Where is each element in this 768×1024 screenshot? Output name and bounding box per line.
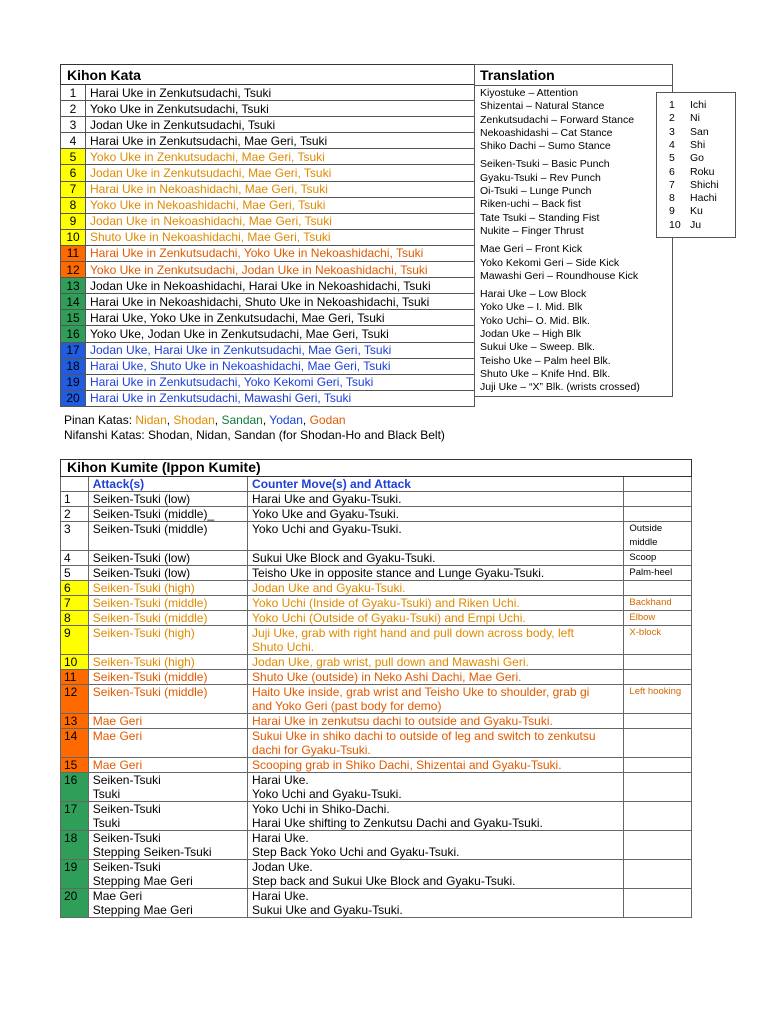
number-japanese: Ku (690, 205, 703, 218)
kata-row-number: 2 (61, 101, 86, 117)
number-digit: 8 (669, 192, 675, 205)
kata-row-number: 14 (61, 294, 86, 310)
kata-row-text: Yoko Uke in Nekoashidachi, Mae Geri, Tsuki (86, 197, 475, 213)
kumite-note-cell: Left hooking (624, 685, 692, 714)
kumite-counter-cell (248, 492, 624, 507)
kumite-row (61, 802, 692, 831)
kumite-note-cell (624, 773, 692, 802)
kumite-attack-cell (88, 596, 247, 611)
kumite-counter-line: Shuto Uke (outside) in Neko Ashi Dachi, Mae Geri. (252, 670, 522, 684)
kumite-counter-line: Step back and Sukui Uke Block and Gyaku-Tsuki. (252, 874, 516, 888)
kumite-title: Kihon Kumite (Ippon Kumite) (61, 460, 692, 477)
kata-row-text: Harai Uke in Nekoashidachi, Shuto Uke in Nekoashidachi, Tsuki (86, 294, 475, 310)
translation-group (480, 288, 670, 394)
kumite-counter-cell (248, 581, 624, 596)
kumite-counter-line: Scooping grab in Shiko Dachi, Shizentai and Gyaku-Tsuki. (252, 758, 562, 772)
number-digit: 5 (669, 152, 675, 165)
kumite-counter-line: Sukui Uke and Gyaku-Tsuki. (252, 903, 403, 917)
kumite-row-number: 18 (61, 831, 89, 860)
number-digit: 4 (669, 138, 675, 151)
kata-row (61, 229, 475, 245)
kumite-counter-cell (248, 802, 624, 831)
kumite-col-num (61, 477, 89, 492)
kumite-row (61, 860, 692, 889)
kumite-attack-line: Seiken-Tsuki (middle) (92, 596, 208, 610)
kumite-counter-line: Harai Uke in zenkutsu dachi to outside and Gyaku-Tsuki. (252, 714, 553, 728)
kumite-col-attack: Attack(s) (88, 477, 247, 492)
pinan-kata-name: Yodan (269, 413, 303, 427)
kumite-counter-cell (248, 758, 624, 773)
kumite-counter-line: Sukui Uke in shiko dachi to outside of leg and switch to zenkutsu (252, 729, 596, 743)
kata-row-text: Jodan Uke in Nekoashidachi, Harai Uke in Nekoashidachi, Tsuki (86, 278, 475, 294)
kata-row-text: Yoko Uke in Zenkutsudachi, Tsuki (86, 101, 475, 117)
kumite-row (61, 773, 692, 802)
kumite-counter-line: Yoko Uchi and Gyaku-Tsuki. (252, 787, 402, 801)
kumite-row-number: 15 (61, 758, 89, 773)
kata-row-text: Harai Uke, Shuto Uke in Nekoashidachi, Mae Geri, Tsuki (86, 358, 475, 374)
kata-row-text: Yoko Uke in Zenkutsudachi, Jodan Uke in Nekoashidachi, Tsuki (86, 262, 475, 278)
translation-list (480, 87, 670, 400)
translation-line: Kiyostuke – Attention (480, 87, 579, 99)
kumite-row (61, 507, 692, 522)
kumite-attack-line: Seiken-Tsuki (low) (92, 566, 191, 580)
kata-row-text: Harai Uke in Zenkutsudachi, Mawashi Geri, Tsuki (86, 390, 475, 406)
pinan-kata-name: , (302, 413, 310, 427)
pinan-kata-name: Nidan (135, 413, 167, 427)
translation-title: Translation (475, 65, 672, 86)
pinan-kata-name: Godan (309, 413, 346, 427)
pinan-kata-name: , (262, 413, 270, 427)
kumite-note-cell: Scoop (624, 551, 692, 566)
translation-line: Yoko Kekomi Geri – Side Kick (480, 256, 620, 269)
kumite-row-number: 1 (61, 492, 89, 507)
kumite-counter-line: dachi for Gyaku-Tsuki. (252, 743, 371, 757)
kumite-attack-cell (88, 492, 247, 507)
number-japanese: Hachi (690, 192, 717, 205)
kumite-row (61, 522, 692, 551)
kumite-attack-cell (88, 611, 247, 626)
number-japanese: Roku (690, 165, 715, 178)
translation-group (480, 87, 670, 153)
kumite-counter-line: Harai Uke. (252, 889, 309, 903)
kata-row-number: 4 (61, 133, 86, 149)
japanese-numbers-box (656, 92, 736, 238)
kumite-attack-line: Seiken-Tsuki (low) (92, 551, 191, 565)
kumite-attack-line: Seiken-Tsuki (92, 802, 161, 816)
kumite-row (61, 581, 692, 596)
translation-line: Teisho Uke – Palm heel Blk. (480, 354, 611, 367)
number-japanese: Ichi (690, 99, 707, 111)
kata-row (61, 326, 475, 342)
kihon-kata-table (60, 64, 475, 407)
kumite-row-number: 2 (61, 507, 89, 522)
kumite-counter-line: Yoko Uke and Gyaku-Tsuki. (252, 507, 399, 521)
number-row (657, 152, 735, 165)
kumite-attack-cell (88, 729, 247, 758)
kata-row (61, 149, 475, 165)
kumite-note-cell (624, 889, 692, 918)
translation-line: Seiken-Tsuki – Basic Punch (480, 158, 610, 171)
kumite-attack-line: Stepping Mae Geri (92, 874, 193, 888)
kihon-kumite-table (60, 459, 692, 918)
kumite-row-number: 12 (61, 685, 89, 714)
kumite-attack-cell (88, 685, 247, 714)
number-row (657, 99, 735, 112)
kumite-counter-line: Jodan Uke, grab wrist, pull down and Mawashi Geri. (252, 655, 529, 669)
translation-line: Jodan Uke – High Blk (480, 328, 581, 341)
kumite-note-cell: Outside middle (624, 522, 692, 551)
kumite-attack-cell (88, 507, 247, 522)
kumite-row-number: 14 (61, 729, 89, 758)
kumite-note-cell (624, 860, 692, 889)
kata-row (61, 133, 475, 149)
kumite-row (61, 758, 692, 773)
kumite-row (61, 611, 692, 626)
kumite-attack-line: Seiken-Tsuki (high) (92, 626, 195, 640)
number-digit: 9 (669, 205, 675, 218)
number-row (657, 139, 735, 152)
kata-row-text: Jodan Uke, Harai Uke in Zenkutsudachi, Mae Geri, Tsuki (86, 342, 475, 358)
kumite-col-note (624, 477, 692, 492)
number-row (657, 219, 735, 232)
kumite-counter-cell (248, 685, 624, 714)
pinan-kata-name: Sandan (221, 413, 263, 427)
kumite-attack-line: Mae Geri (92, 889, 143, 903)
kumite-row (61, 889, 692, 918)
kata-row (61, 294, 475, 310)
kumite-counter-cell (248, 714, 624, 729)
kumite-attack-cell (88, 522, 247, 551)
kata-row-number: 17 (61, 342, 86, 358)
kata-row-text: Harai Uke, Yoko Uke in Zenkutsudachi, Mae Geri, Tsuki (86, 310, 475, 326)
kata-row-number: 13 (61, 278, 86, 294)
number-japanese: Ni (690, 112, 700, 125)
kumite-attack-line: Seiken-Tsuki (middle) (92, 522, 208, 536)
kumite-note-cell (624, 802, 692, 831)
kumite-attack-cell (88, 802, 247, 831)
number-japanese: Shichi (690, 178, 719, 191)
kumite-row (61, 685, 692, 714)
kata-row (61, 342, 475, 358)
kata-row-number: 7 (61, 181, 86, 197)
translation-line: Harai Uke – Low Block (480, 288, 587, 301)
kata-row-number: 8 (61, 197, 86, 213)
kata-row-text: Jodan Uke in Zenkutsudachi, Mae Geri, Tsuki (86, 165, 475, 181)
translation-line: Nukite – Finger Thrust (480, 224, 584, 237)
kumite-attack-line: Tsuki (92, 787, 121, 801)
kumite-note-cell: Elbow (624, 611, 692, 626)
kumite-counter-line: Haito Uke inside, grab wrist and Teisho Uke to shoulder, grab gi (252, 685, 590, 699)
kumite-row-number: 19 (61, 860, 89, 889)
kumite-row (61, 551, 692, 566)
kata-row-number: 15 (61, 310, 86, 326)
kumite-attack-line: Seiken-Tsuki (middle) (92, 685, 208, 699)
kumite-attack-line: Seiken-Tsuki (middle)_ (92, 507, 215, 521)
translation-group (480, 158, 670, 238)
number-row (657, 126, 735, 139)
kumite-counter-cell (248, 566, 624, 581)
kumite-attack-cell (88, 581, 247, 596)
kumite-counter-line: Step Back Yoko Uchi and Gyaku-Tsuki. (252, 845, 460, 859)
kata-row-text: Harai Uke in Zenkutsudachi, Yoko Uke in Nekoashidachi, Tsuki (86, 245, 475, 261)
kata-row (61, 374, 475, 390)
kumite-row (61, 596, 692, 611)
kata-row-text: Jodan Uke in Nekoashidachi, Mae Geri, Tsuki (86, 213, 475, 229)
kumite-row-number: 16 (61, 773, 89, 802)
kumite-note-cell (624, 831, 692, 860)
kumite-row-number: 8 (61, 611, 89, 626)
kumite-attack-cell (88, 889, 247, 918)
number-japanese: Go (690, 152, 705, 165)
kata-row-text: Harai Uke in Zenkutsudachi, Yoko Kekomi Geri, Tsuki (86, 374, 475, 390)
kumite-attack-line: Seiken-Tsuki (low) (92, 492, 191, 506)
kumite-counter-cell (248, 889, 624, 918)
kumite-attack-line: Mae Geri (92, 714, 143, 728)
number-digit: 7 (669, 178, 675, 191)
kata-row-text: Harai Uke in Zenkutsudachi, Tsuki (86, 85, 475, 101)
kumite-counter-line: Jodan Uke. (252, 860, 313, 874)
kumite-row (61, 566, 692, 581)
translation-line: Riken-uchi – Back fist (480, 198, 581, 211)
kumite-note-cell (624, 507, 692, 522)
kumite-attack-cell (88, 714, 247, 729)
kata-row-text: Yoko Uke, Jodan Uke in Zenkutsudachi, Mae Geri, Tsuki (86, 326, 475, 342)
kumite-counter-line: Harai Uke and Gyaku-Tsuki. (252, 492, 402, 506)
kumite-counter-cell (248, 626, 624, 655)
kumite-counter-cell (248, 831, 624, 860)
kumite-header-row (61, 460, 692, 477)
kata-row-number: 5 (61, 149, 86, 165)
kumite-counter-cell (248, 522, 624, 551)
kumite-counter-line: Harai Uke. (252, 831, 309, 845)
pinan-katas-line (64, 413, 346, 427)
kumite-attack-line: Mae Geri (92, 729, 143, 743)
kumite-counter-line: Juji Uke, grab with right hand and pull down across body, left (252, 626, 574, 640)
kumite-counter-cell (248, 611, 624, 626)
kumite-row-number: 20 (61, 889, 89, 918)
kata-row-number: 18 (61, 358, 86, 374)
kumite-counter-cell (248, 551, 624, 566)
kumite-row-number: 10 (61, 655, 89, 670)
kumite-counter-cell (248, 860, 624, 889)
kumite-note-cell (624, 670, 692, 685)
translation-line: Tate Tsuki – Standing Fist (480, 211, 600, 224)
kata-row (61, 181, 475, 197)
translation-line: Mawashi Geri – Roundhouse Kick (480, 269, 639, 282)
translation-box (474, 64, 673, 397)
kumite-counter-line: Yoko Uchi (Inside of Gyaku-Tsuki) and Riken Uchi. (252, 596, 520, 610)
kumite-counter-line: and Yoko Geri (past body for demo) (252, 699, 442, 713)
nifanshi-katas-line: Nifanshi Katas: Shodan, Nidan, Sandan (for Shodan-Ho and Black Belt) (64, 428, 445, 442)
kata-row-text: Harai Uke in Zenkutsudachi, Mae Geri, Tsuki (86, 133, 475, 149)
number-digit: 1 (669, 99, 675, 111)
kumite-row-number: 6 (61, 581, 89, 596)
translation-line: Yoko Uchi– O. Mid. Blk. (480, 314, 590, 327)
kata-header-row (61, 65, 475, 85)
kumite-col-counter: Counter Move(s) and Attack (248, 477, 624, 492)
kata-row (61, 101, 475, 117)
kumite-attack-cell (88, 758, 247, 773)
kumite-counter-line: Harai Uke shifting to Zenkutsu Dachi and Gyaku-Tsuki. (252, 816, 543, 830)
number-digit: 6 (669, 165, 675, 178)
number-row (657, 179, 735, 192)
kumite-attack-line: Seiken-Tsuki (92, 773, 161, 787)
kumite-counter-cell (248, 729, 624, 758)
number-japanese: San (690, 125, 709, 138)
kata-row-text: Yoko Uke in Zenkutsudachi, Mae Geri, Tsuki (86, 149, 475, 165)
kumite-row-number: 9 (61, 626, 89, 655)
number-japanese: Ju (690, 218, 702, 231)
kata-row-number: 1 (61, 85, 86, 101)
kumite-attack-cell (88, 831, 247, 860)
kata-row (61, 278, 475, 294)
kumite-attack-cell (88, 626, 247, 655)
kumite-row (61, 670, 692, 685)
kata-row (61, 197, 475, 213)
kata-row-number: 3 (61, 117, 86, 133)
kumite-attack-cell (88, 670, 247, 685)
kumite-counter-line: Yoko Uchi (Outside of Gyaku-Tsuki) and Empi Uchi. (252, 611, 526, 625)
translation-line: Sukui Uke – Sweep. Blk. (480, 341, 595, 354)
kumite-attack-cell (88, 860, 247, 889)
kumite-row (61, 492, 692, 507)
kumite-attack-line: Stepping Mae Geri (92, 903, 193, 917)
kumite-counter-cell (248, 596, 624, 611)
kumite-attack-line: Stepping Seiken-Tsuki (92, 845, 212, 859)
kumite-note-cell (624, 655, 692, 670)
kumite-note-cell (624, 492, 692, 507)
kumite-column-header-row (61, 477, 692, 492)
kata-row-number: 16 (61, 326, 86, 342)
kumite-note-cell (624, 758, 692, 773)
kumite-row (61, 626, 692, 655)
kumite-counter-cell (248, 655, 624, 670)
kata-row-number: 12 (61, 262, 86, 278)
kumite-attack-line: Tsuki (92, 816, 121, 830)
number-row (657, 166, 735, 179)
kata-row (61, 85, 475, 101)
kumite-row-number: 5 (61, 566, 89, 581)
kata-row (61, 165, 475, 181)
kata-row (61, 213, 475, 229)
kumite-attack-line: Seiken-Tsuki (92, 831, 161, 845)
pinan-kata-name: , (166, 413, 174, 427)
kumite-counter-cell (248, 507, 624, 522)
kata-row (61, 390, 475, 406)
kumite-note-cell: Palm-heel (624, 566, 692, 581)
kumite-counter-line: Jodan Uke and Gyaku-Tsuki. (252, 581, 406, 595)
pinan-label: Pinan Katas: (64, 413, 136, 427)
kumite-counter-line: Sukui Uke Block and Gyaku-Tsuki. (252, 551, 436, 565)
number-digit: 3 (669, 125, 675, 138)
kumite-row (61, 655, 692, 670)
kumite-attack-line: Seiken-Tsuki (middle) (92, 670, 208, 684)
kumite-counter-line: Shuto Uchi. (252, 640, 315, 654)
kumite-row (61, 831, 692, 860)
translation-line: Zenkutsudachi – Forward Stance (480, 113, 635, 126)
kumite-attack-line: Mae Geri (92, 758, 143, 772)
translation-line: Juji Uke – “X” Blk. (wrists crossed) (480, 381, 640, 394)
translation-line: Gyaku-Tsuki – Rev Punch (480, 171, 601, 184)
kata-row (61, 310, 475, 326)
translation-line: Oi-Tsuki – Lunge Punch (480, 185, 592, 198)
kumite-attack-line: Seiken-Tsuki (middle) (92, 611, 208, 625)
kata-row-number: 6 (61, 165, 86, 181)
kata-row-text: Harai Uke in Nekoashidachi, Mae Geri, Tsuki (86, 181, 475, 197)
kumite-attack-cell (88, 566, 247, 581)
kumite-attack-line: Seiken-Tsuki (high) (92, 581, 195, 595)
kumite-note-cell: Backhand (624, 596, 692, 611)
translation-group (480, 243, 670, 283)
kata-row-number: 11 (61, 245, 86, 261)
number-digit: 2 (669, 112, 675, 125)
kumite-counter-cell (248, 773, 624, 802)
kata-row (61, 245, 475, 261)
kumite-row (61, 714, 692, 729)
kata-row-number: 10 (61, 229, 86, 245)
kumite-counter-line: Harai Uke. (252, 773, 309, 787)
kumite-attack-cell (88, 773, 247, 802)
kumite-counter-cell (248, 670, 624, 685)
kata-row (61, 358, 475, 374)
kata-row-number: 19 (61, 374, 86, 390)
translation-line: Shizentai – Natural Stance (480, 100, 605, 113)
number-japanese: Shi (690, 138, 706, 151)
kata-row-text: Jodan Uke in Zenkutsudachi, Tsuki (86, 117, 475, 133)
translation-line: Shiko Dachi – Sumo Stance (480, 140, 611, 153)
pinan-kata-name: Shodan (173, 413, 215, 427)
translation-line: Yoko Uke – I. Mid. Blk (480, 301, 583, 314)
kumite-note-cell (624, 581, 692, 596)
translation-line: Shuto Uke – Knife Hnd. Blk. (480, 367, 611, 380)
kumite-row-number: 3 (61, 522, 89, 551)
number-row (657, 205, 735, 218)
kumite-attack-line: Seiken-Tsuki (high) (92, 655, 195, 669)
kumite-row-number: 7 (61, 596, 89, 611)
kumite-row-number: 4 (61, 551, 89, 566)
kumite-attack-cell (88, 551, 247, 566)
kumite-counter-line: Teisho Uke in opposite stance and Lunge Gyaku-Tsuki. (252, 566, 545, 580)
kata-row (61, 117, 475, 133)
kumite-counter-line: Yoko Uchi in Shiko-Dachi. (252, 802, 390, 816)
kata-row-number: 20 (61, 390, 86, 406)
kumite-row-number: 13 (61, 714, 89, 729)
number-row (657, 192, 735, 205)
number-digit: 10 (669, 218, 681, 231)
kumite-attack-cell (88, 655, 247, 670)
kumite-row-number: 11 (61, 670, 89, 685)
kumite-row (61, 729, 692, 758)
kata-title: Kihon Kata (61, 65, 475, 85)
kata-row-text: Shuto Uke in Nekoashidachi, Mae Geri, Tsuki (86, 229, 475, 245)
kumite-row-number: 17 (61, 802, 89, 831)
kumite-note-cell (624, 729, 692, 758)
number-row (657, 112, 735, 125)
translation-line: Nekoashidashi – Cat Stance (480, 126, 613, 139)
kumite-counter-line: Yoko Uchi and Gyaku-Tsuki. (252, 522, 402, 536)
translation-line: Mae Geri – Front Kick (480, 243, 583, 256)
kata-row (61, 262, 475, 278)
kumite-note-cell: X-block (624, 626, 692, 655)
kata-row-number: 9 (61, 213, 86, 229)
kumite-note-cell (624, 714, 692, 729)
pinan-kata-name: , (214, 413, 222, 427)
kumite-attack-line: Seiken-Tsuki (92, 860, 161, 874)
